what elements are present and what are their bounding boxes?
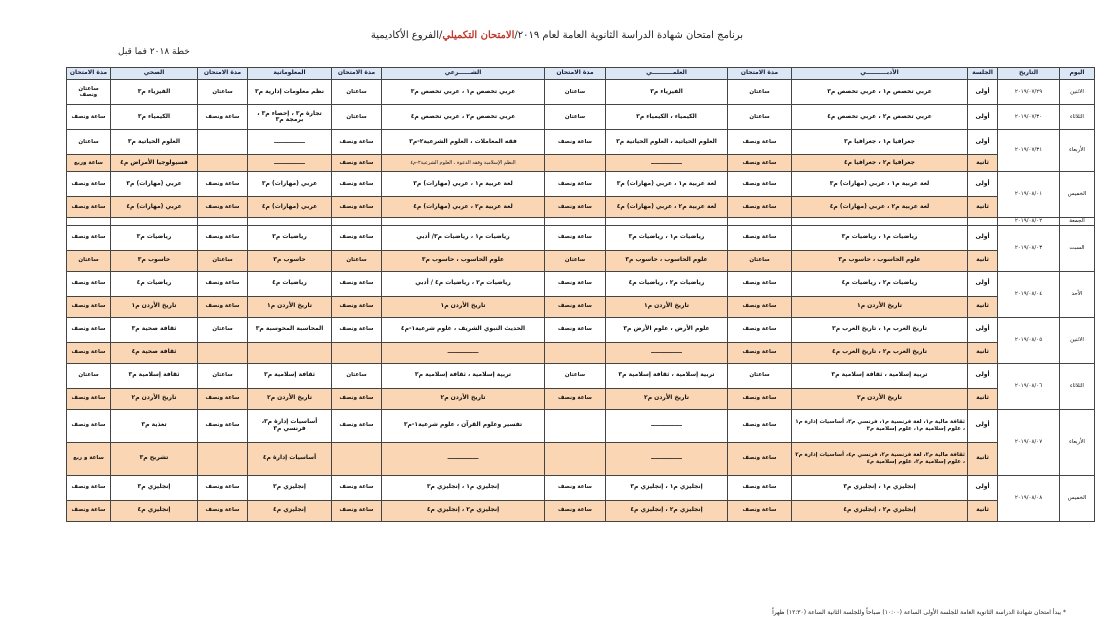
duration-cell: ساعة ونصف xyxy=(67,409,111,442)
date-cell: ٢٠١٩/٠٨/٠٣ xyxy=(998,225,1060,271)
subject-cell: تفسير وعلوم القرآن ، علوم شرعية١-م٣ xyxy=(382,409,545,442)
session-cell: أولى xyxy=(968,225,998,250)
day-cell: الاثنين xyxy=(1060,80,1095,105)
duration-cell: ساعة ونصف xyxy=(67,271,111,296)
subject-cell: علوم الحاسوب ، حاسوب م٣ xyxy=(792,250,968,271)
subject-cell: فسيولوجيا الأمراض م٤ xyxy=(111,155,198,172)
subject-cell: الفيزياء م٣ xyxy=(111,80,198,105)
date-cell: ٢٠١٩/٠٨/٠٤ xyxy=(998,271,1060,317)
duration-cell: ساعة ونصف xyxy=(728,475,792,500)
subject-cell: تاريخ الأردن م٢ xyxy=(248,388,332,409)
subject-cell: رياضيات م٤ xyxy=(248,271,332,296)
subject-cell: رياضيات م٤ xyxy=(111,271,198,296)
schedule-table xyxy=(66,67,1095,522)
duration-cell: ساعة ونصف xyxy=(198,271,248,296)
day-cell: الثلاثاء xyxy=(1060,105,1095,130)
day-cell: الخميس xyxy=(1060,475,1095,521)
table-row xyxy=(67,155,1095,172)
duration-cell: ساعة ونصف xyxy=(728,130,792,155)
session-cell: ثانية xyxy=(968,388,998,409)
date-cell: ٢٠١٩/٠٨/٠٨ xyxy=(998,475,1060,521)
table-header-row xyxy=(67,68,1095,80)
duration-cell: ساعة وربع xyxy=(67,155,111,172)
duration-cell: ساعتان xyxy=(332,105,382,130)
duration-cell: ساعة ونصف xyxy=(545,172,606,197)
duration-cell xyxy=(198,442,248,475)
duration-cell: ساعة ونصف xyxy=(728,197,792,218)
duration-cell: ساعة ونصف xyxy=(332,130,382,155)
duration-cell xyxy=(545,342,606,363)
subject-cell: إنجليزي م١ ، إنجليزي م٣ xyxy=(382,475,545,500)
duration-cell: ساعة ونصف xyxy=(198,500,248,521)
duration-cell xyxy=(545,442,606,475)
duration-cell: ساعة ونصف xyxy=(545,225,606,250)
column-header: مدة الامتحان xyxy=(332,68,382,80)
duration-cell: ساعتان xyxy=(198,80,248,105)
subject-cell: تاريخ العرب م١ ، تاريخ العرب م٣ xyxy=(792,317,968,342)
session-cell: ثانية xyxy=(968,442,998,475)
duration-cell: ساعة ونصف xyxy=(332,475,382,500)
duration-cell: ساعتان xyxy=(67,363,111,388)
duration-cell: ساعة ونصف xyxy=(545,271,606,296)
table-row xyxy=(67,130,1095,155)
subject-cell: علوم الأرض ، علوم الأرض م٣ xyxy=(606,317,728,342)
subject-cell xyxy=(248,218,332,226)
duration-cell: ساعة ونصف xyxy=(728,442,792,475)
subject-cell: رياضيات م١ ، رياضيات م٣/ أدبي xyxy=(382,225,545,250)
duration-cell: ساعة ونصف xyxy=(728,500,792,521)
duration-cell: ساعة ونصف xyxy=(545,500,606,521)
subject-cell: عربي تخصص م٢ ، عربي تخصص م٤ xyxy=(382,105,545,130)
subject-cell: تاريخ الأردن م٢ xyxy=(792,388,968,409)
subject-cell: إنجليزي م٢ ، إنجليزي م٤ xyxy=(792,500,968,521)
subject-cell: جغرافيا م١ ، جغرافيا م٣ xyxy=(792,130,968,155)
duration-cell: ساعة ونصف xyxy=(332,155,382,172)
subject-cell: الحديث النبوي الشريف ، علوم شرعية١-م٤ xyxy=(382,317,545,342)
day-cell: الأربعاء xyxy=(1060,409,1095,475)
subject-cell: عربي تخصص م١ ، عربي تخصص م٣ xyxy=(792,80,968,105)
duration-cell: ساعة ونصف xyxy=(67,317,111,342)
duration-cell: ساعتان xyxy=(198,363,248,388)
session-cell: ثانية xyxy=(968,500,998,521)
subject-cell: ثقافة مالية م١، لغة فرنسية م١، فرنسي م٣، أساسيات إدارة م١ ، علوم إسلامية م١، علوم إسلامية م٣ xyxy=(792,409,968,442)
duration-cell: ساعة ونصف xyxy=(198,409,248,442)
subject-cell: تغذية م٣ xyxy=(111,409,198,442)
duration-cell xyxy=(545,155,606,172)
subject-cell: جغرافيا م٢ ، جغرافيا م٤ xyxy=(792,155,968,172)
subject-cell: ـــــــــــــــ xyxy=(382,342,545,363)
table-row xyxy=(67,388,1095,409)
subject-cell: إنجليزي م٣ xyxy=(248,475,332,500)
duration-cell: ساعتان xyxy=(67,250,111,271)
duration-cell: ساعتان xyxy=(728,250,792,271)
duration-cell: ساعتان xyxy=(545,105,606,130)
duration-cell: ساعة ونصف xyxy=(67,225,111,250)
subject-cell: رياضيات م١ ، رياضيات م٣ xyxy=(606,225,728,250)
subject-cell: لغة عربية م١ ، عربي (مهارات) م٣ xyxy=(382,172,545,197)
duration-cell: ساعتان xyxy=(332,250,382,271)
column-header: المعلوماتية xyxy=(248,68,332,80)
session-cell: أولى xyxy=(968,105,998,130)
subject-cell: ثقافة صحية م٣ xyxy=(111,317,198,342)
subject-cell: تاريخ الأردن م٢ xyxy=(382,388,545,409)
subject-cell: تاريخ العرب م٢ ، تاريخ العرب م٤ xyxy=(792,342,968,363)
duration-cell: ساعة ونصف xyxy=(728,225,792,250)
day-cell: الأحد xyxy=(1060,271,1095,317)
table-row xyxy=(67,271,1095,296)
page-title: برنامج امتحان شهادة الدراسة الثانوية العامة لعام ٢٠١٩/الامتحان التكميلي/الفروع الأكاديمية xyxy=(370,30,744,41)
date-cell: ٢٠١٩/٠٨/٠٧ xyxy=(998,409,1060,475)
subject-cell: إنجليزي م٤ xyxy=(111,500,198,521)
subject-cell: ثقافة إسلامية م٣ xyxy=(248,363,332,388)
session-cell: ثانية xyxy=(968,296,998,317)
date-cell: ٢٠١٩/٠٨/٠٦ xyxy=(998,363,1060,409)
session-cell: أولى xyxy=(968,80,998,105)
subject-cell: رياضيات م٢ ، رياضيات م٤ / أدبي xyxy=(382,271,545,296)
subject-cell: إنجليزي م٢ ، إنجليزي م٤ xyxy=(382,500,545,521)
subject-cell: عربي (مهارات) م٤ xyxy=(248,197,332,218)
duration-cell: ساعة ونصف xyxy=(728,388,792,409)
subject-cell xyxy=(792,218,968,226)
table-row xyxy=(67,250,1095,271)
subject-cell: عربي تخصص م١ ، عربي تخصص م٣ xyxy=(382,80,545,105)
subject-cell: علوم الحاسوب ، حاسوب م٣ xyxy=(382,250,545,271)
table-row xyxy=(67,80,1095,105)
subject-cell: رياضيات م١ ، رياضيات م٣ xyxy=(792,225,968,250)
plan-note: خطة ٢٠١٨ فما قبل xyxy=(118,47,190,57)
subject-cell: ـــــــــــــــ xyxy=(606,155,728,172)
column-header: العلمــــــــــي xyxy=(606,68,728,80)
duration-cell xyxy=(67,218,111,226)
session-cell: أولى xyxy=(968,130,998,155)
duration-cell: ساعة ونصف xyxy=(67,296,111,317)
duration-cell: ساعة ونصف xyxy=(332,317,382,342)
day-cell: الاثنين xyxy=(1060,317,1095,363)
column-header: مدة الامتحان xyxy=(67,68,111,80)
duration-cell: ساعة ونصف xyxy=(728,409,792,442)
subject-cell: إنجليزي م٣ xyxy=(111,475,198,500)
date-cell: ٢٠١٩/٠٨/٠٢ xyxy=(998,218,1060,226)
duration-cell: ساعة ونصف xyxy=(728,342,792,363)
subject-cell: تاريخ الأردن م١ xyxy=(382,296,545,317)
duration-cell: ساعة ونصف xyxy=(545,317,606,342)
duration-cell: ساعة ونصف xyxy=(198,172,248,197)
session-cell: ثانية xyxy=(968,250,998,271)
subject-cell: لغة عربية م٢ ، عربي (مهارات) م٤ xyxy=(382,197,545,218)
subject-cell: تربية إسلامية ، ثقافة إسلامية م٣ xyxy=(792,363,968,388)
session-cell: ثانية xyxy=(968,197,998,218)
duration-cell: ساعة ونصف xyxy=(198,475,248,500)
duration-cell: ساعتان xyxy=(728,363,792,388)
duration-cell xyxy=(198,218,248,226)
subject-cell: إنجليزي م١ ، إنجليزي م٣ xyxy=(792,475,968,500)
subject-cell: تاريخ الأردن م١ xyxy=(606,296,728,317)
column-header: مدة الامتحان xyxy=(728,68,792,80)
duration-cell: ساعتان xyxy=(728,80,792,105)
date-cell: ٢٠١٩/٠٧/٣٠ xyxy=(998,105,1060,130)
subject-cell xyxy=(382,218,545,226)
duration-cell: ساعتان xyxy=(545,80,606,105)
duration-cell: ساعة ونصف xyxy=(332,388,382,409)
duration-cell: ساعة ونصف xyxy=(67,342,111,363)
column-header: مدة الامتحان xyxy=(545,68,606,80)
duration-cell: ساعتان xyxy=(332,363,382,388)
day-cell: الثلاثاء xyxy=(1060,363,1095,409)
subject-cell: عربي (مهارات) م٤ xyxy=(111,197,198,218)
duration-cell: ساعة ونصف xyxy=(332,197,382,218)
day-cell: الخميس xyxy=(1060,172,1095,218)
table-row xyxy=(67,342,1095,363)
subject-cell: المحاسبة المحوسبة م٣ xyxy=(248,317,332,342)
date-cell: ٢٠١٩/٠٧/٢٩ xyxy=(998,80,1060,105)
day-cell: الأربعاء xyxy=(1060,130,1095,172)
subject-cell: إنجليزي م٤ xyxy=(248,500,332,521)
duration-cell xyxy=(545,218,606,226)
subject-cell: الكيمياء م٣ xyxy=(111,105,198,130)
duration-cell: ساعة ونصف xyxy=(332,500,382,521)
duration-cell: ساعة ونصف xyxy=(198,105,248,130)
subject-cell: تاريخ الأردن م١ xyxy=(248,296,332,317)
column-header: الصحي xyxy=(111,68,198,80)
subject-cell: عربي (مهارات) م٣ xyxy=(111,172,198,197)
duration-cell: ساعة ونصف xyxy=(545,197,606,218)
subject-cell: تاريخ الأردن م٢ xyxy=(606,388,728,409)
duration-cell xyxy=(545,409,606,442)
subject-cell: عربي تخصص م٢ ، عربي تخصص م٤ xyxy=(792,105,968,130)
subject-cell: أساسيات إدارة م٣، فرنسي م٣ xyxy=(248,409,332,442)
day-cell: الجمعة xyxy=(1060,218,1095,226)
session-cell: أولى xyxy=(968,409,998,442)
duration-cell: ساعة ونصف xyxy=(67,500,111,521)
duration-cell xyxy=(332,218,382,226)
duration-cell: ساعة ونصف xyxy=(67,172,111,197)
session-cell: أولى xyxy=(968,271,998,296)
subject-cell: حاسوب م٣ xyxy=(248,250,332,271)
subject-cell: ـــــــــــــــ xyxy=(606,442,728,475)
duration-cell: ساعة ونصف xyxy=(332,172,382,197)
subject-cell: حاسوب م٣ xyxy=(111,250,198,271)
subject-cell: عربي (مهارات) م٣ xyxy=(248,172,332,197)
duration-cell: ساعة ونصف xyxy=(67,388,111,409)
subject-cell: لغة عربية م١ ، عربي (مهارات) م٣ xyxy=(606,172,728,197)
duration-cell: ساعة ونصف xyxy=(332,409,382,442)
table-row xyxy=(67,296,1095,317)
subject-cell: لغة عربية م١ ، عربي (مهارات) م٣ xyxy=(792,172,968,197)
duration-cell: ساعة ونصف xyxy=(728,172,792,197)
column-header: الأدبــــــــــي xyxy=(792,68,968,80)
duration-cell: ساعتان xyxy=(332,80,382,105)
column-header: مدة الامتحان xyxy=(198,68,248,80)
table-row xyxy=(67,500,1095,521)
subject-cell xyxy=(248,342,332,363)
subject-cell: تجارة م٣ ، إحصاء م٣ ، برمجة م٣ xyxy=(248,105,332,130)
duration-cell: ساعتان xyxy=(198,317,248,342)
session-cell: ثانية xyxy=(968,342,998,363)
subject-cell: ثقافة مالية م٢، لغة فرنسية م٢، فرنسي م٤، أساسيات إدارة م٢ ، علوم إسلامية م٢، علوم إسلامية م٤ xyxy=(792,442,968,475)
duration-cell: ساعتان xyxy=(545,363,606,388)
subject-cell: الكيمياء ، الكيمياء م٣ xyxy=(606,105,728,130)
duration-cell: ساعة ونصف xyxy=(728,296,792,317)
table-row xyxy=(67,363,1095,388)
column-header: التاريخ xyxy=(998,68,1060,80)
table-row xyxy=(67,475,1095,500)
date-cell: ٢٠١٩/٠٨/٠٥ xyxy=(998,317,1060,363)
session-cell: أولى xyxy=(968,172,998,197)
table-row xyxy=(67,317,1095,342)
table-row xyxy=(67,218,1095,226)
duration-cell: ساعة ونصف xyxy=(332,225,382,250)
subject-cell: ثقافة صحية م٤ xyxy=(111,342,198,363)
table-row xyxy=(67,409,1095,442)
column-header: اليوم xyxy=(1060,68,1095,80)
duration-cell: ساعة ونصف xyxy=(198,197,248,218)
column-header: الشــــــرعي xyxy=(382,68,545,80)
table-row xyxy=(67,442,1095,475)
subject-cell: فقه المعاملات ، العلوم الشرعية٢-م٣ xyxy=(382,130,545,155)
subject-cell: ـــــــــــــــ xyxy=(248,155,332,172)
subject-cell: ـــــــــــــــ xyxy=(606,409,728,442)
subject-cell: ـــــــــــــــ xyxy=(382,442,545,475)
subject-cell: أساسيات إدارة م٤ xyxy=(248,442,332,475)
duration-cell: ساعة ونصف xyxy=(198,388,248,409)
duration-cell xyxy=(332,342,382,363)
date-cell: ٢٠١٩/٠٧/٣١ xyxy=(998,130,1060,172)
subject-cell: نظم معلومات إدارية م٣ xyxy=(248,80,332,105)
subject-cell: ـــــــــــــــ xyxy=(606,342,728,363)
subject-cell: تشريح م٣ xyxy=(111,442,198,475)
duration-cell: ساعتان xyxy=(67,130,111,155)
subject-cell xyxy=(606,218,728,226)
column-header: الجلسة xyxy=(968,68,998,80)
subject-cell: رياضيات م٢ ، رياضيات م٤ xyxy=(606,271,728,296)
subject-cell: الفيزياء م٣ xyxy=(606,80,728,105)
subject-cell: تربية إسلامية ، ثقافة إسلامية م٣ xyxy=(382,363,545,388)
duration-cell: ساعة ونصف xyxy=(332,271,382,296)
duration-cell: ساعة ونصف xyxy=(728,317,792,342)
duration-cell: ساعة ونصف xyxy=(198,296,248,317)
duration-cell: ساعة ونصف xyxy=(198,225,248,250)
subject-cell: رياضيات م٣ xyxy=(111,225,198,250)
subject-cell: إنجليزي م١ ، إنجليزي م٣ xyxy=(606,475,728,500)
duration-cell: ساعة ونصف xyxy=(67,475,111,500)
duration-cell: ساعتان xyxy=(545,250,606,271)
subject-cell: تربية إسلامية ، ثقافة إسلامية م٣ xyxy=(606,363,728,388)
duration-cell: ساعة ونصف xyxy=(728,155,792,172)
duration-cell: ساعة ونصف xyxy=(67,105,111,130)
duration-cell xyxy=(728,218,792,226)
duration-cell: ساعة و ربع xyxy=(67,442,111,475)
duration-cell: ساعة ونصف xyxy=(332,296,382,317)
subject-cell: النظم الإسلامية وفقه الدعوة ، العلوم الشرعية٢-م٤ xyxy=(382,155,545,172)
date-cell: ٢٠١٩/٠٨/٠١ xyxy=(998,172,1060,218)
subject-cell: رياضيات م٢ ، رياضيات م٤ xyxy=(792,271,968,296)
duration-cell: ساعة ونصف xyxy=(545,388,606,409)
duration-cell xyxy=(198,130,248,155)
subject-cell: العلوم الحياتية ، العلوم الحياتية م٣ xyxy=(606,130,728,155)
table-row xyxy=(67,225,1095,250)
session-cell: ثانية xyxy=(968,155,998,172)
subject-cell: لغة عربية م٢ ، عربي (مهارات) م٤ xyxy=(792,197,968,218)
subject-cell: ـــــــــــــــ xyxy=(248,130,332,155)
session-cell: أولى xyxy=(968,475,998,500)
day-cell: السبت xyxy=(1060,225,1095,271)
footnote: * يبدأ امتحان شهادة الدراسة الثانوية العامة للجلسة الأولى الساعة (١٠:٠٠) صباحاً وللجلسة الثانية الساعة (١٢:٣٠) ظهراً xyxy=(772,609,1066,616)
table-row xyxy=(67,105,1095,130)
subject-cell: علوم الحاسوب ، حاسوب م٣ xyxy=(606,250,728,271)
subject-cell xyxy=(111,218,198,226)
subject-cell: تاريخ الأردن م١ xyxy=(111,296,198,317)
duration-cell: ساعة ونصف xyxy=(545,130,606,155)
duration-cell: ساعتان ونصف xyxy=(67,80,111,105)
subject-cell: رياضيات م٣ xyxy=(248,225,332,250)
duration-cell: ساعة ونصف xyxy=(545,296,606,317)
duration-cell: ساعة ونصف xyxy=(545,475,606,500)
duration-cell xyxy=(198,342,248,363)
session-cell: أولى xyxy=(968,317,998,342)
duration-cell: ساعتان xyxy=(728,105,792,130)
subject-cell: ثقافة إسلامية م٣ xyxy=(111,363,198,388)
session-cell xyxy=(968,218,998,226)
subject-cell: تاريخ الأردن م١ xyxy=(792,296,968,317)
session-cell: أولى xyxy=(968,363,998,388)
subject-cell: لغة عربية م٢ ، عربي (مهارات) م٤ xyxy=(606,197,728,218)
duration-cell: ساعة ونصف xyxy=(67,197,111,218)
duration-cell: ساعة ونصف xyxy=(728,271,792,296)
subject-cell: العلوم الحياتية م٣ xyxy=(111,130,198,155)
subject-cell: إنجليزي م٢ ، إنجليزي م٤ xyxy=(606,500,728,521)
duration-cell xyxy=(198,155,248,172)
table-row xyxy=(67,197,1095,218)
table-row xyxy=(67,172,1095,197)
duration-cell xyxy=(332,442,382,475)
duration-cell: ساعتان xyxy=(198,250,248,271)
subject-cell: تاريخ الأردن م٢ xyxy=(111,388,198,409)
